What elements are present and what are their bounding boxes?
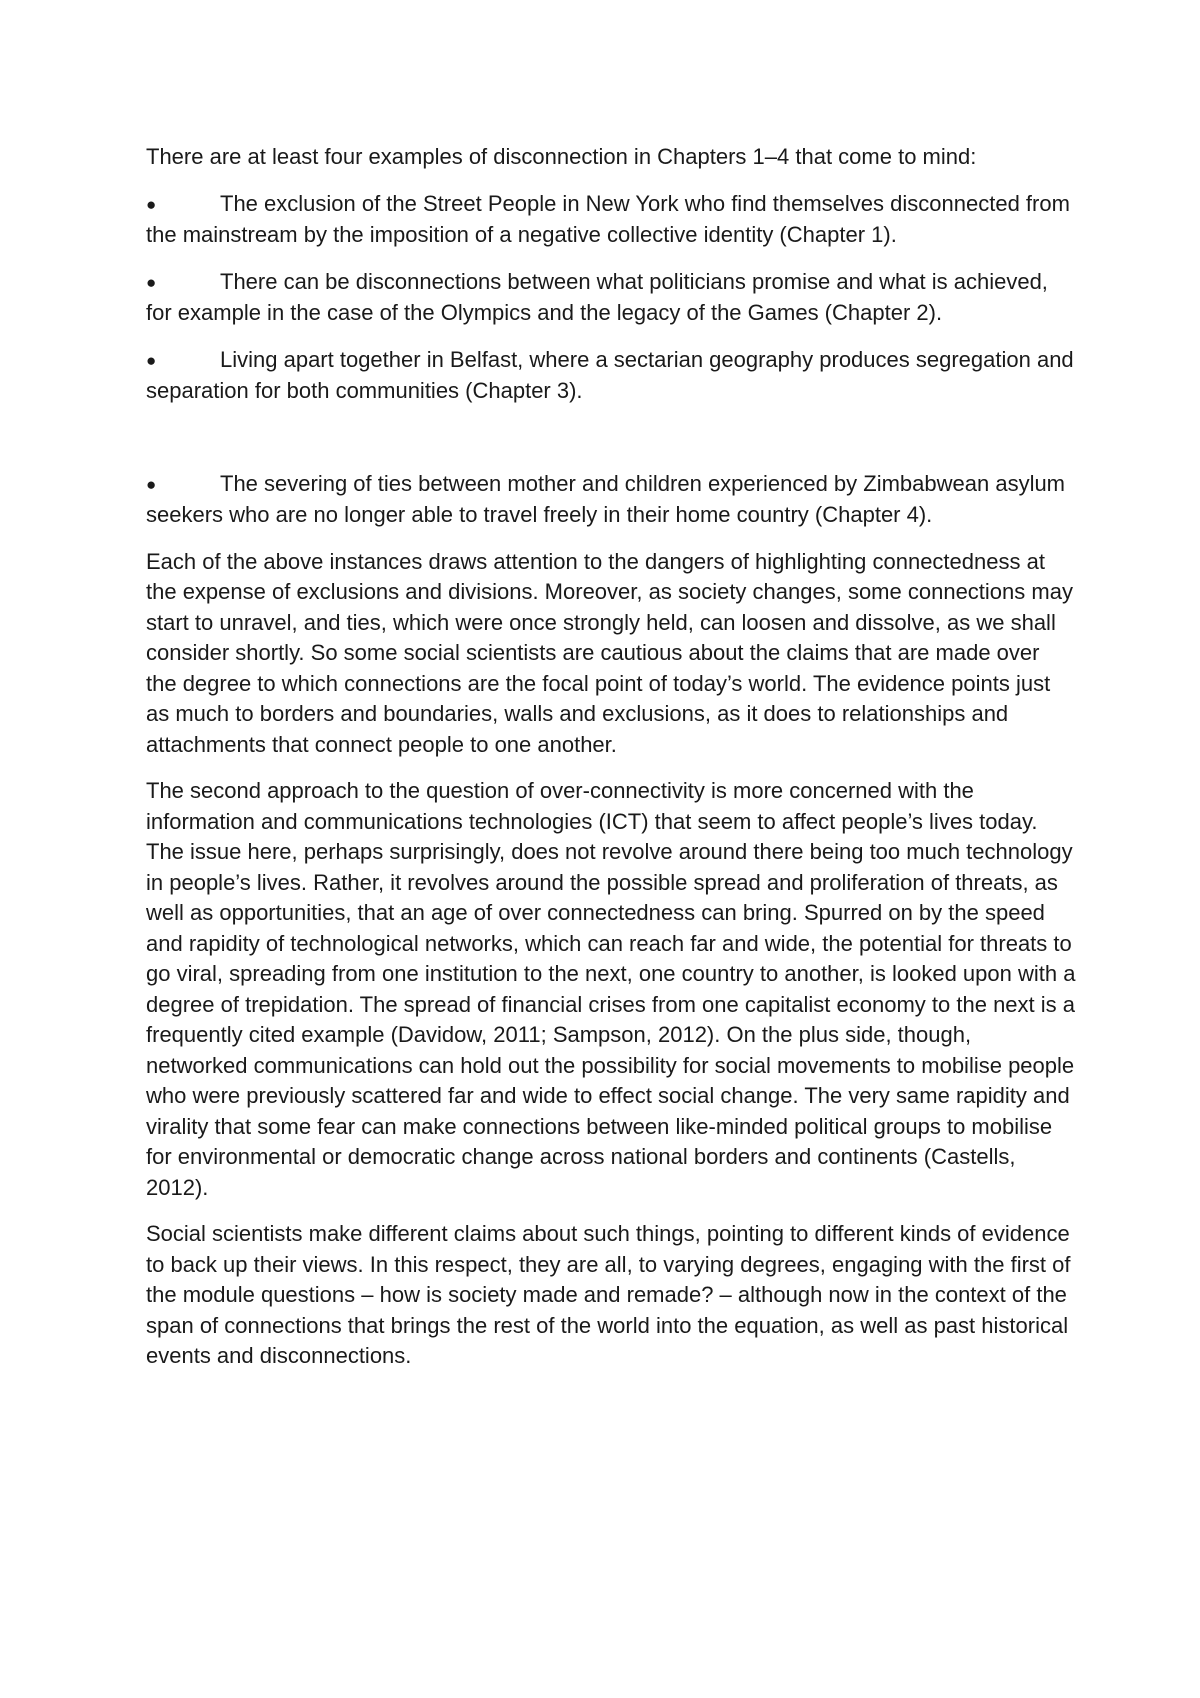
intro-paragraph: There are at least four examples of disconnection in Chapters 1–4 that come to mind: — [146, 144, 977, 169]
blank-space — [146, 423, 1076, 469]
document-page — [146, 142, 1076, 1388]
list-item — [146, 267, 1076, 329]
list-item-text: The severing of ties between mother and children experienced by Zimbabwean asylum seekers who are no longer able to travel freely in their home country (Chapter 4). — [146, 470, 1066, 527]
list-item — [146, 345, 1076, 407]
bullet-icon: ● — [146, 272, 157, 292]
list-item-text: The exclusion of the Street People in New York who find themselves disconnected from the mainstream by the imposition of a negative collective identity (Chapter 1). — [146, 190, 1070, 247]
body-paragraph: Social scientists make different claims about such things, pointing to different kinds of evidence to back up their views. In this respect, they are all, to varying degrees, engaging with the first of the module questions – how is society made and remade? – although now in the context of the span of connections that brings the rest of the world into the equation, as well as past historical events and disconnections. — [146, 1221, 1071, 1368]
bullet-icon: ● — [146, 474, 157, 494]
bullet-icon: ● — [146, 350, 157, 370]
list-item-text: Living apart together in Belfast, where a sectarian geography produces segregation and separation for both communities (Chapter 3). — [146, 346, 1074, 403]
list-item-text: There can be disconnections between what politicians promise and what is achieved, for example in the case of the Olympics and the legacy of the Games (Chapter 2). — [146, 268, 1048, 325]
bullet-icon: ● — [146, 194, 157, 214]
body-paragraph: The second approach to the question of over-connectivity is more concerned with the information and communications technologies (ICT) that seem to affect people’s lives today. The issue here, perhaps surprisingly, does not revolve around there being too much technology in people’s lives. Rather, it revolves around the possible spread and proliferation of threats, as well as opportunities, that an age of over connectedness can bring. Spurred on by the speed and rapidity of technological networks, which can reach far and wide, the potential for threats to go viral, spreading from one institution to the next, one country to another, is looked upon with a degree of trepidation. The spread of financial crises from one capitalist economy to the next is a frequently cited example (Davidow, 2011; Sampson, 2012). On the plus side, though, networked communications can hold out the possibility for social movements to mobilise people who were previously scattered far and wide to effect social change. The very same rapidity and virality that some fear can make connections between like-minded political groups to mobilise for environmental or democratic change across national borders and continents (Castells, 2012). — [146, 778, 1076, 1200]
list-item — [146, 189, 1076, 251]
list-item — [146, 469, 1076, 531]
body-paragraph: Each of the above instances draws attention to the dangers of highlighting connectedness at the expense of exclusions and divisions. Moreover, as society changes, some connections may start to unravel, and ties, which were once strongly held, can loosen and dissolve, as we shall consider shortly. So some social scientists are cautious about the claims that are made over the degree to which connections are the focal point of today’s world. The evidence points just as much to borders and boundaries, walls and exclusions, as it does to relationships and attachments that connect people to one another. — [146, 548, 1073, 757]
